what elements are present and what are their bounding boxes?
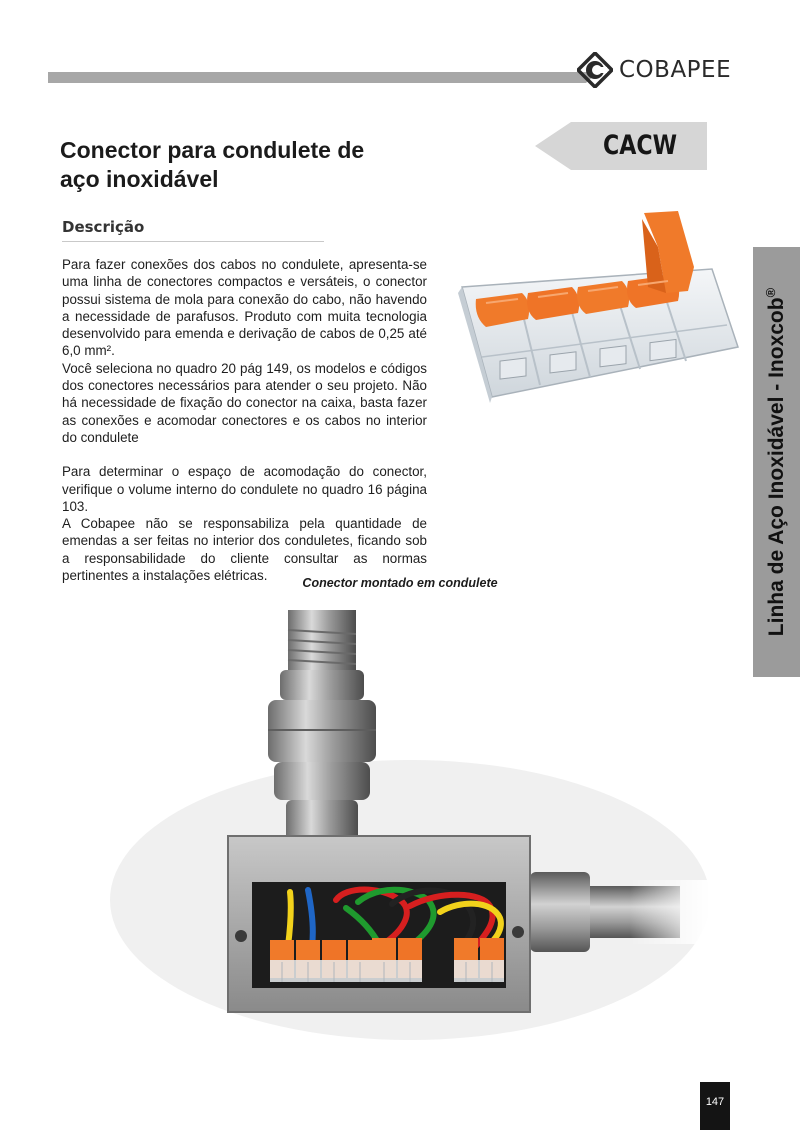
page-title xyxy=(60,136,450,194)
title-line-2: aço inoxidável xyxy=(60,166,219,192)
brand-logo xyxy=(577,52,747,88)
side-tab-label: Linha de Aço Inoxidável - Inoxcob® xyxy=(763,287,788,637)
section-divider xyxy=(62,241,324,242)
registered-mark: ® xyxy=(763,287,778,298)
paragraph-4: A Cobapee não se responsabiliza pela quantidade de emendas a ser feitas no interior dos conduletes, ficando sob a responsabilidade do cliente consultar as normas pertinentes a instalações elétricas. xyxy=(62,516,427,584)
header-bar xyxy=(48,72,586,83)
paragraph-1: Para fazer conexões dos cabos no condulete, apresenta-se uma linha de conectores compactos e versáteis, o conector possui sistema de mola para conexão do cabo, não havendo a necessidade de parafusos. Produto com muita tecnologia desenvolvido para emenda e derivação de cabos de 0,25 até 6,0 mm². xyxy=(62,257,427,359)
page-number: 147 xyxy=(700,1082,730,1130)
photo-caption: Conector montado em condulete xyxy=(302,576,498,590)
section-heading: Descrição xyxy=(62,218,145,236)
brand-name: COBAPEE xyxy=(619,57,732,83)
product-code-tag xyxy=(535,122,707,170)
condulete-box-photo xyxy=(110,600,710,1040)
title-line-1: Conector para condulete de xyxy=(60,137,365,163)
cobapee-logo-icon xyxy=(577,52,613,88)
product-code: CACW xyxy=(602,130,678,161)
lever-connector-image xyxy=(452,207,742,403)
description-text xyxy=(62,256,427,584)
paragraph-2: Você seleciona no quadro 20 pág 149, os modelos e códigos dos conectores necessários para atender o seu projeto. Não há necessidade de fixação do conector na caixa, basta fazer as conexões e acomodar conectores e os cabos no interior do condulete xyxy=(62,360,427,445)
paragraph-3: Para determinar o espaço de acomodação do conector, verifique o volume interno do condulete no quadro 16 página 103. xyxy=(62,464,427,514)
